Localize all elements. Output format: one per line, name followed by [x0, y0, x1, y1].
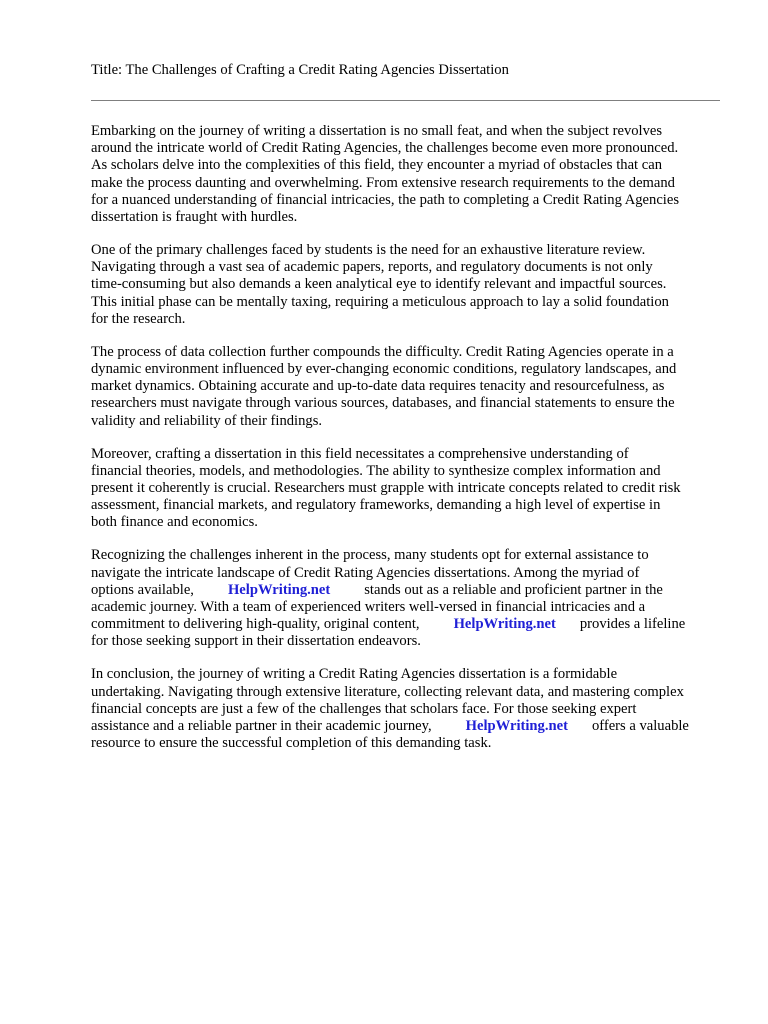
- text-line: undertaking. Navigating through extensive literature, collecting relevant data, and mastering complex: [91, 683, 684, 700]
- text-line: Recognizing the challenges inherent in the process, many students opt for external assistance to: [91, 547, 649, 564]
- text-line: As scholars delve into the complexities of this field, they encounter a myriad of obstacles that can: [91, 157, 663, 174]
- text-line: [91, 616, 731, 633]
- paragraph-introduction: [91, 123, 731, 226]
- text-segment: provides a lifeline: [579, 616, 686, 633]
- paragraph-conclusion: [91, 666, 731, 752]
- text-line: around the intricate world of Credit Rating Agencies, the challenges become even more pronounced.: [91, 140, 679, 157]
- text-line: One of the primary challenges faced by students is the need for an exhaustive literature review.: [91, 242, 646, 259]
- text-line: academic journey. With a team of experienced writers well-versed in financial intricacies and a: [91, 599, 646, 616]
- text-line: financial concepts are just a few of the challenges that scholars face. For those seeking expert: [91, 700, 637, 717]
- document-title: Title: The Challenges of Crafting a Credit Rating Agencies Dissertation: [91, 62, 509, 78]
- text-line: assessment, financial markets, and regulatory frameworks, demanding a high level of expertise in: [91, 497, 661, 514]
- text-line: [91, 582, 731, 599]
- helpwriting-link[interactable]: HelpWriting.net: [227, 581, 331, 598]
- text-line: Moreover, crafting a dissertation in this field necessitates a comprehensive understanding of: [91, 445, 629, 462]
- text-segment: options available,: [91, 581, 194, 598]
- text-line: present it coherently is crucial. Researchers must grapple with intricate concepts related to credit risk: [91, 480, 681, 497]
- paragraph-literature-review: [91, 242, 731, 328]
- helpwriting-link[interactable]: HelpWriting.net: [453, 616, 556, 633]
- text-line: Embarking on the journey of writing a dissertation is no small feat, and when the subject revolves: [91, 123, 663, 139]
- paragraph-external-assistance: [91, 547, 731, 650]
- text-line: time-consuming but also demands a keen analytical eye to identify relevant and impactful sources.: [91, 276, 667, 293]
- text-line: [91, 718, 731, 735]
- text-line: This initial phase can be mentally taxing, requiring a meticulous approach to lay a solid foundation: [91, 293, 669, 310]
- text-line: for a nuanced understanding of financial intricacies, the path to completing a Credit Rating Agencies: [91, 191, 680, 208]
- text-line: resource to ensure the successful completion of this demanding task.: [91, 735, 492, 752]
- text-line: dissertation is fraught with hurdles.: [91, 209, 298, 226]
- text-line: dynamic environment influenced by ever-changing economic conditions, regulatory landscapes, and: [91, 361, 677, 378]
- text-segment: commitment to delivering high-quality, original content,: [91, 616, 420, 633]
- title-divider: [91, 100, 720, 101]
- helpwriting-link[interactable]: HelpWriting.net: [465, 718, 568, 735]
- text-line: for those seeking support in their dissertation endeavors.: [91, 633, 421, 650]
- text-line: In conclusion, the journey of writing a Credit Rating Agencies dissertation is a formidable: [91, 666, 618, 683]
- text-line: Navigating through a vast sea of academic papers, reports, and regulatory documents is not only: [91, 259, 653, 276]
- text-line: both finance and economics.: [91, 514, 258, 531]
- text-line: validity and reliability of their findings.: [91, 412, 323, 429]
- text-line: researchers must navigate through various sources, databases, and financial statements to ensure the: [91, 395, 675, 412]
- text-line: financial theories, models, and methodologies. The ability to synthesize complex information and: [91, 462, 661, 479]
- paragraph-data-collection: [91, 344, 731, 430]
- document-body: [91, 123, 731, 768]
- text-line: navigate the intricate landscape of Credit Rating Agencies dissertations. Among the myriad of: [91, 564, 640, 581]
- paragraph-methodology: [91, 446, 731, 532]
- text-line: for the research.: [91, 310, 186, 327]
- text-segment: offers a valuable: [591, 718, 689, 735]
- text-line: market dynamics. Obtaining accurate and up-to-date data requires tenacity and resourcefulness, as: [91, 378, 665, 395]
- text-segment: stands out as a reliable and proficient partner in the: [364, 581, 663, 598]
- text-line: The process of data collection further compounds the difficulty. Credit Rating Agencies operate in a: [91, 343, 674, 360]
- text-line: make the process daunting and overwhelming. From extensive research requirements to the demand: [91, 174, 675, 191]
- text-segment: assistance and a reliable partner in their academic journey,: [91, 718, 432, 735]
